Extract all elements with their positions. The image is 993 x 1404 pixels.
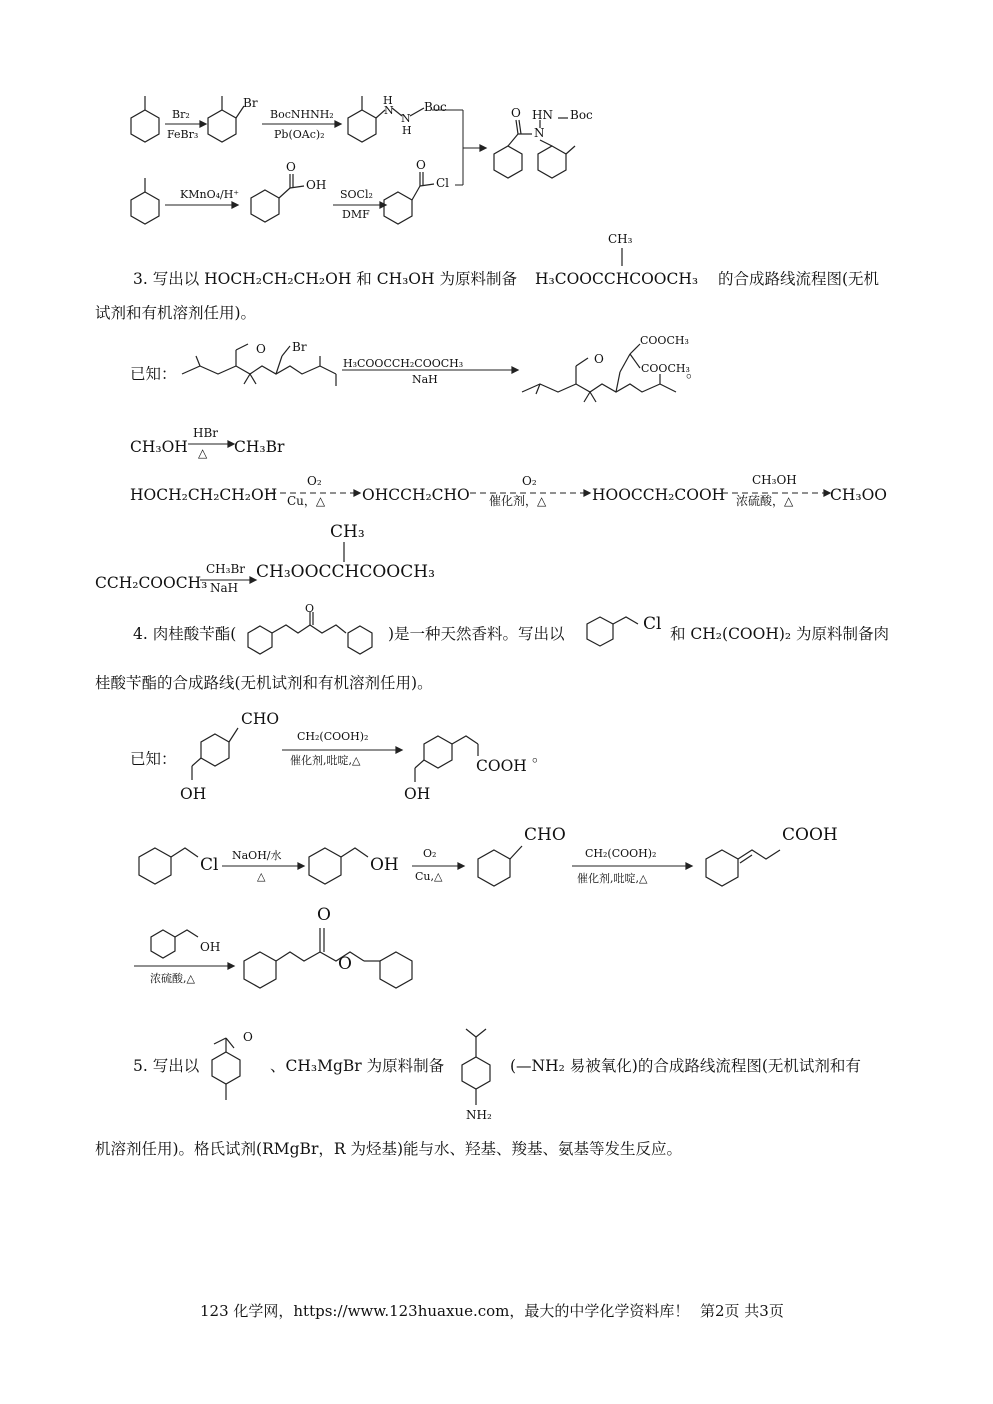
- q4-a-o1: O: [317, 905, 331, 925]
- q3-ans2-arrow1: [270, 490, 360, 500]
- nh-n2: N: [401, 112, 411, 125]
- q3-ans2-r1-top: O₂: [307, 474, 322, 488]
- nh-h2: H: [402, 124, 412, 137]
- q3-target-top: CH₃: [608, 232, 633, 246]
- footer-text: 123 化学网，https://www.123huaxue.com，最大的中学化学资料库！: [200, 1302, 690, 1320]
- q4-stem-o: O: [305, 602, 315, 615]
- q4-known-reagent-bottom: 催化剂,吡啶,△: [290, 754, 361, 767]
- r3-reagent: KMnO₄/H⁺: [180, 188, 240, 201]
- q3-known-o: O: [256, 342, 266, 356]
- q3-known-reagent-top: H₃COOCCH₂COOCH₃: [343, 357, 464, 370]
- toluene-ring-2: [131, 178, 159, 224]
- q3-known-structures: [0, 330, 993, 430]
- r2-reagent-top: BocNHNH₂: [270, 108, 334, 121]
- q4-known-label: 已知：: [130, 750, 177, 768]
- q3-ans3-arrow: [200, 577, 260, 587]
- q3-ans3-bond: [342, 542, 352, 562]
- q5-stem-b: 、CH₃MgBr 为原料制备: [270, 1057, 445, 1075]
- final-n: N: [534, 126, 545, 140]
- r1-reagent-bottom: FeBr₃: [167, 128, 199, 141]
- q3-known-prod-o: O: [594, 352, 604, 366]
- q4-a-r1-top: NaOH/水: [232, 849, 282, 862]
- q4-a-r2-top: O₂: [423, 847, 437, 860]
- q3-known-end: 。: [686, 363, 702, 381]
- nh-h1: H: [383, 94, 393, 107]
- q4-stem-c: 和 CH₂(COOH)₂ 为原料制备肉: [670, 625, 890, 643]
- final-o: O: [511, 106, 521, 120]
- q4-known-cooh: COOH: [476, 757, 527, 775]
- q3-target: H₃COOCCHCOOCH₃: [535, 270, 699, 288]
- q3-ans1-top: HBr: [193, 426, 219, 440]
- q4-a-cooh: COOH: [782, 825, 838, 845]
- q5-stem-d: 机溶剂任用)。格氏试剂(RMgBr，R 为烃基)能与水、羟基、羧基、氨基等发生反应。: [95, 1140, 683, 1158]
- q4-a-oh: OH: [370, 855, 399, 875]
- q5-stem-o: O: [243, 1030, 253, 1044]
- q4-known-oh2: OH: [404, 785, 431, 803]
- q4-stem-b: )是一种天然香料。写出以: [388, 625, 565, 643]
- q3-ans3-r-bottom: NaH: [210, 581, 239, 595]
- q3-ans2-r2-top: O₂: [522, 474, 537, 488]
- benzoic-acid-ring: [251, 174, 304, 222]
- q4-known-cho: CHO: [241, 710, 280, 728]
- q3-ans2-s2: OHCCH₂CHO: [362, 486, 470, 504]
- q3-ans1-bottom: △: [198, 446, 208, 460]
- r2-reagent-bottom: Pb(OAc)₂: [274, 128, 325, 141]
- r4-reagent-top: SOCl₂: [340, 188, 373, 201]
- q3-known-ester2: COOCH₃: [641, 362, 690, 375]
- r1-reagent-top: Br₂: [172, 108, 190, 121]
- q4-a-r3-top: CH₂(COOH)₂: [585, 847, 657, 860]
- benzoyl-chloride-ring: [384, 172, 434, 224]
- q3-ans3-s1: CCH₂COOCH₃: [95, 574, 208, 592]
- q3-ans3-prod: CH₃OOCCHCOOCH₃: [256, 562, 435, 582]
- q3-ans2-arrow2: [470, 490, 590, 500]
- q3-known-br: Br: [292, 340, 307, 354]
- q3-ans1-right: CH₃Br: [234, 438, 285, 456]
- q3-known-ester1: COOCH₃: [640, 334, 689, 347]
- q4-stem-a: 4. 肉桂酸苄酯(: [133, 625, 237, 643]
- q4-known-reagent-top: CH₂(COOH)₂: [297, 730, 369, 743]
- q5-stem-c: (—NH₂ 易被氧化)的合成路线流程图(无机试剂和有: [510, 1057, 861, 1075]
- q4-a-r2-bottom: Cu,△: [415, 870, 443, 883]
- q3-known-reagent-bottom: NaH: [412, 373, 438, 386]
- acyl-o: O: [416, 158, 426, 172]
- q3-ans2-r3-top: CH₃OH: [752, 473, 797, 487]
- q3-ans2-s1: HOCH₂CH₂CH₂OH: [130, 486, 278, 504]
- q5-stem-a: 5. 写出以: [133, 1057, 200, 1075]
- acyl-cl: Cl: [436, 176, 450, 190]
- q3-ans2-r2-bottom: 催化剂，△: [489, 494, 547, 508]
- nh-n1: N: [384, 104, 394, 117]
- footer-page: 第2页 共3页: [700, 1302, 784, 1320]
- q3-ans2-s3: HOOCCH₂COOH: [592, 486, 726, 504]
- br-label: Br: [243, 96, 258, 110]
- q5-stem-nh2: NH₂: [466, 1108, 492, 1122]
- q4-a-o2: O: [338, 954, 352, 974]
- q4-known-end: 。: [532, 747, 548, 765]
- q3-ans2-s4: CH₃OO: [830, 486, 888, 504]
- q4-a-r3-bottom: 催化剂,吡啶,△: [577, 872, 648, 885]
- q4-known-oh: OH: [180, 785, 207, 803]
- q4-a-r4-bottom: 浓硫酸,△: [150, 972, 195, 985]
- q4-answer-structures: [0, 810, 993, 990]
- q4-a-cho: CHO: [524, 825, 566, 845]
- r4-reagent-bottom: DMF: [342, 208, 370, 221]
- q3-target-bond: [620, 248, 630, 268]
- bromotoluene-ring: [208, 96, 244, 142]
- q4-a-cl: Cl: [200, 855, 219, 875]
- acid-o: O: [286, 160, 296, 174]
- q3-ans1-left: CH₃OH: [130, 438, 188, 456]
- q3-ans1-arrow: [188, 441, 238, 451]
- acid-oh: OH: [306, 178, 327, 192]
- scheme1-structures: [0, 0, 993, 230]
- q3-stem-b: 的合成路线流程图(无机: [718, 270, 880, 288]
- q3-known-label: 已知：: [130, 365, 177, 383]
- q4-a-r4-oh: OH: [200, 940, 221, 954]
- q3-ans3-top: CH₃: [330, 522, 365, 542]
- q3-ans3-r-top: CH₃Br: [206, 562, 246, 576]
- toluene-ring-1: [131, 96, 159, 142]
- q4-stem-cl: Cl: [643, 614, 662, 634]
- final-hn: HN: [532, 108, 553, 122]
- q3-ans2-arrow3: [722, 490, 832, 500]
- q3-ans2-r3-bottom: 浓硫酸，△: [736, 494, 794, 508]
- q3-stem-a: 3. 写出以 HOCH₂CH₂CH₂OH 和 CH₃OH 为原料制备: [133, 270, 517, 288]
- q3-stem-c: 试剂和有机溶剂任用)。: [95, 304, 257, 322]
- boc-label-1: Boc: [424, 100, 447, 114]
- q3-ans2-r1-bottom: Cu，△: [287, 494, 326, 508]
- q4-a-r1-bottom: △: [257, 870, 266, 883]
- final-boc: Boc: [570, 108, 593, 122]
- q4-stem-d: 桂酸苄酯的合成路线(无机试剂和有机溶剂任用)。: [95, 674, 433, 692]
